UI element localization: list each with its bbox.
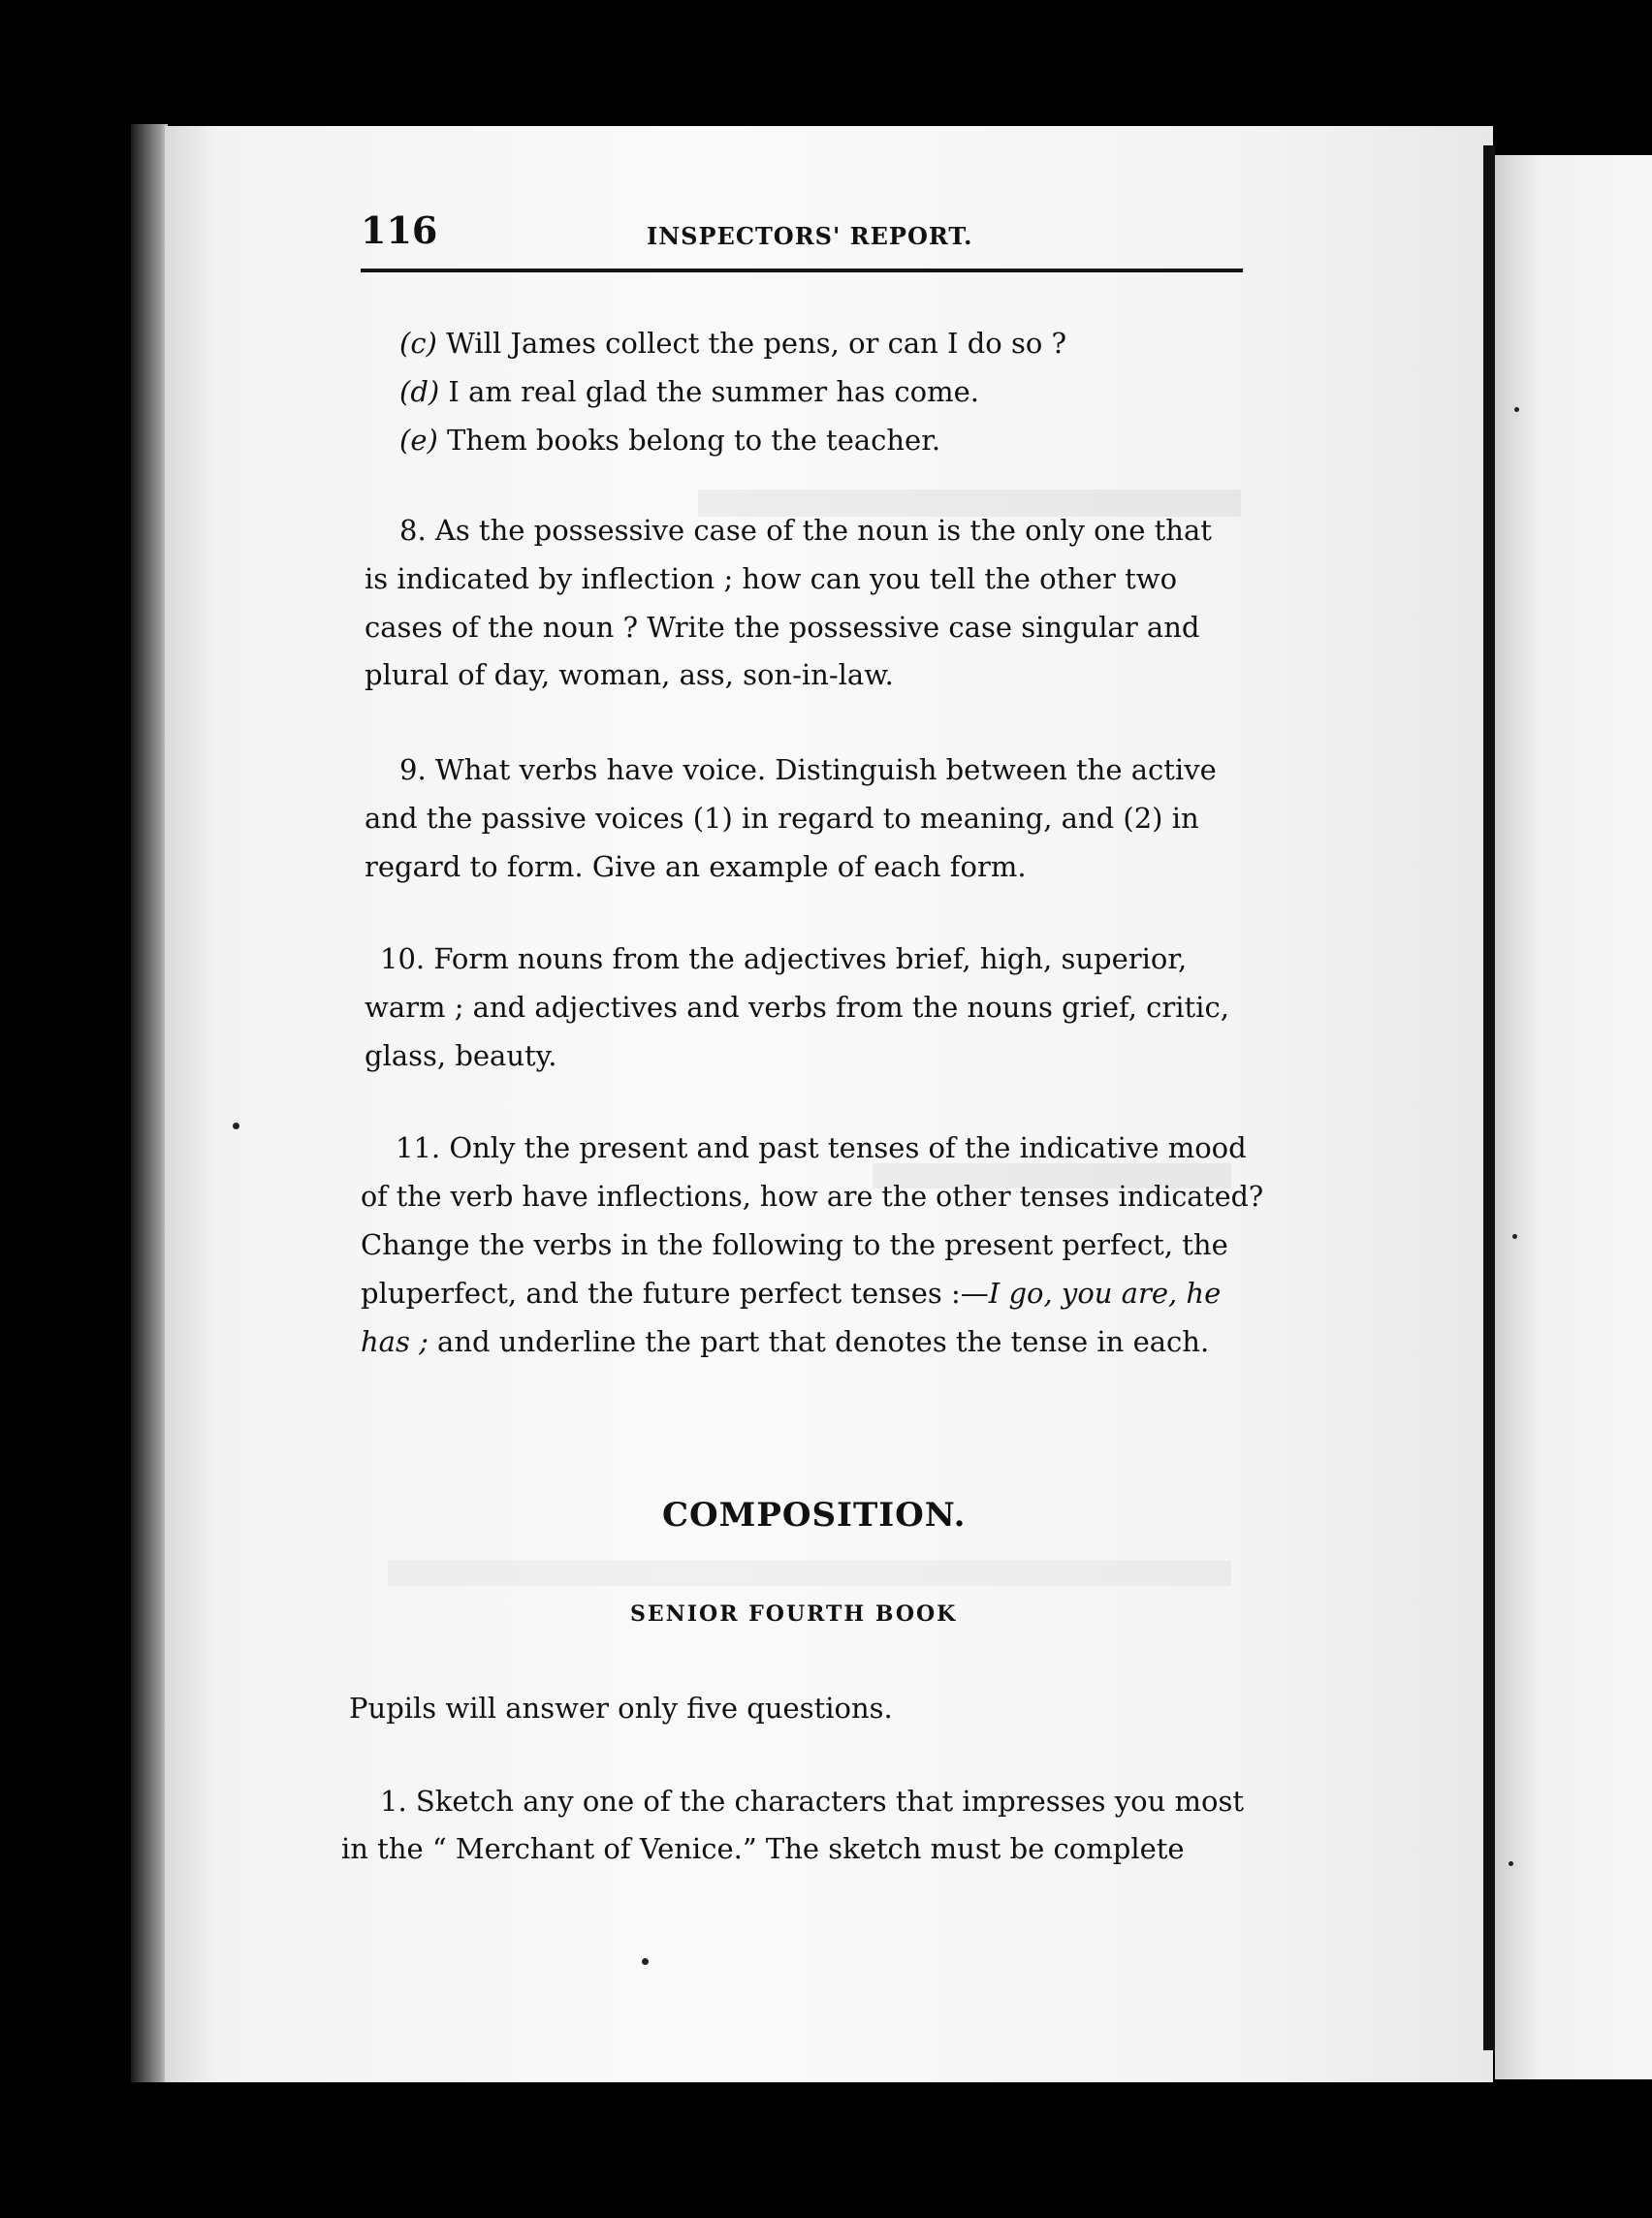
item-text: Them books belong to the teacher.	[437, 424, 941, 457]
item-label: (c)	[399, 327, 437, 360]
composition-q1-line: 1. Sketch any one of the characters that impresses you most	[380, 1785, 1244, 1818]
item-d	[399, 368, 979, 416]
page-gutter	[1483, 145, 1495, 2050]
item-e	[399, 417, 940, 464]
page-edge-shadow	[131, 124, 168, 2082]
q11-line-text: pluperfect, and the future perfect tenses :—	[361, 1277, 989, 1310]
subsection-title: SENIOR FOURTH BOOK	[630, 1601, 958, 1627]
q8-line: 8. As the possessive case of the noun is the only one that	[399, 514, 1212, 547]
item-label: (d)	[399, 375, 440, 408]
page-number: 116	[361, 208, 438, 252]
q11-line: 11. Only the present and past tenses of the indicative mood	[396, 1131, 1247, 1164]
page-header	[361, 208, 1243, 257]
item-text: Will James collect the pens, or can I do so ?	[436, 327, 1067, 360]
section-title: COMPOSITION.	[662, 1496, 967, 1535]
q11-line: Change the verbs in the following to the present perfect, the	[361, 1228, 1228, 1261]
q10-line: warm ; and adjectives and verbs from the nouns grief, critic,	[365, 991, 1229, 1024]
q11-line	[361, 1318, 1209, 1366]
item-c	[399, 320, 1066, 367]
instruction-text: Pupils will answer only five questions.	[349, 1692, 893, 1725]
show-through-mark	[388, 1561, 1231, 1586]
q9-line: and the passive voices (1) in regard to meaning, and (2) in	[365, 802, 1199, 835]
q11-line-text: and underline the part that denotes the tense in each.	[428, 1325, 1210, 1358]
scan-speck	[642, 1958, 649, 1965]
facing-page-edge	[1495, 155, 1652, 2079]
q8-line: is indicated by inflection ; how can you tell the other two	[365, 562, 1178, 595]
item-text: I am real glad the summer has come.	[439, 375, 979, 408]
scan-speck	[1512, 1234, 1517, 1239]
scan-speck	[233, 1123, 239, 1129]
q8-line: plural of day, woman, ass, son-in-law.	[365, 658, 894, 691]
scan-speck	[1514, 407, 1519, 412]
q11-line: of the verb have inflections, how are the other tenses indicated?	[361, 1181, 1264, 1213]
header-rule	[361, 269, 1243, 272]
scan-speck	[1509, 1861, 1513, 1866]
composition-q1-line: in the “ Merchant of Venice.” The sketch must be complete	[341, 1832, 1185, 1865]
q11-line	[361, 1270, 1221, 1317]
q8-line: cases of the noun ? Write the possessive case singular and	[365, 611, 1200, 644]
q9-line: 9. What verbs have voice. Distinguish between the active	[399, 753, 1217, 786]
q11-example: has ;	[361, 1325, 429, 1358]
q10-line: 10. Form nouns from the adjectives brief, high, superior,	[380, 942, 1188, 975]
q11-example: I go, you are, he	[988, 1277, 1222, 1310]
q10-line: glass, beauty.	[365, 1039, 557, 1072]
running-head: INSPECTORS' REPORT.	[647, 222, 973, 250]
item-label: (e)	[399, 424, 438, 457]
q9-line: regard to form. Give an example of each form.	[365, 850, 1027, 883]
